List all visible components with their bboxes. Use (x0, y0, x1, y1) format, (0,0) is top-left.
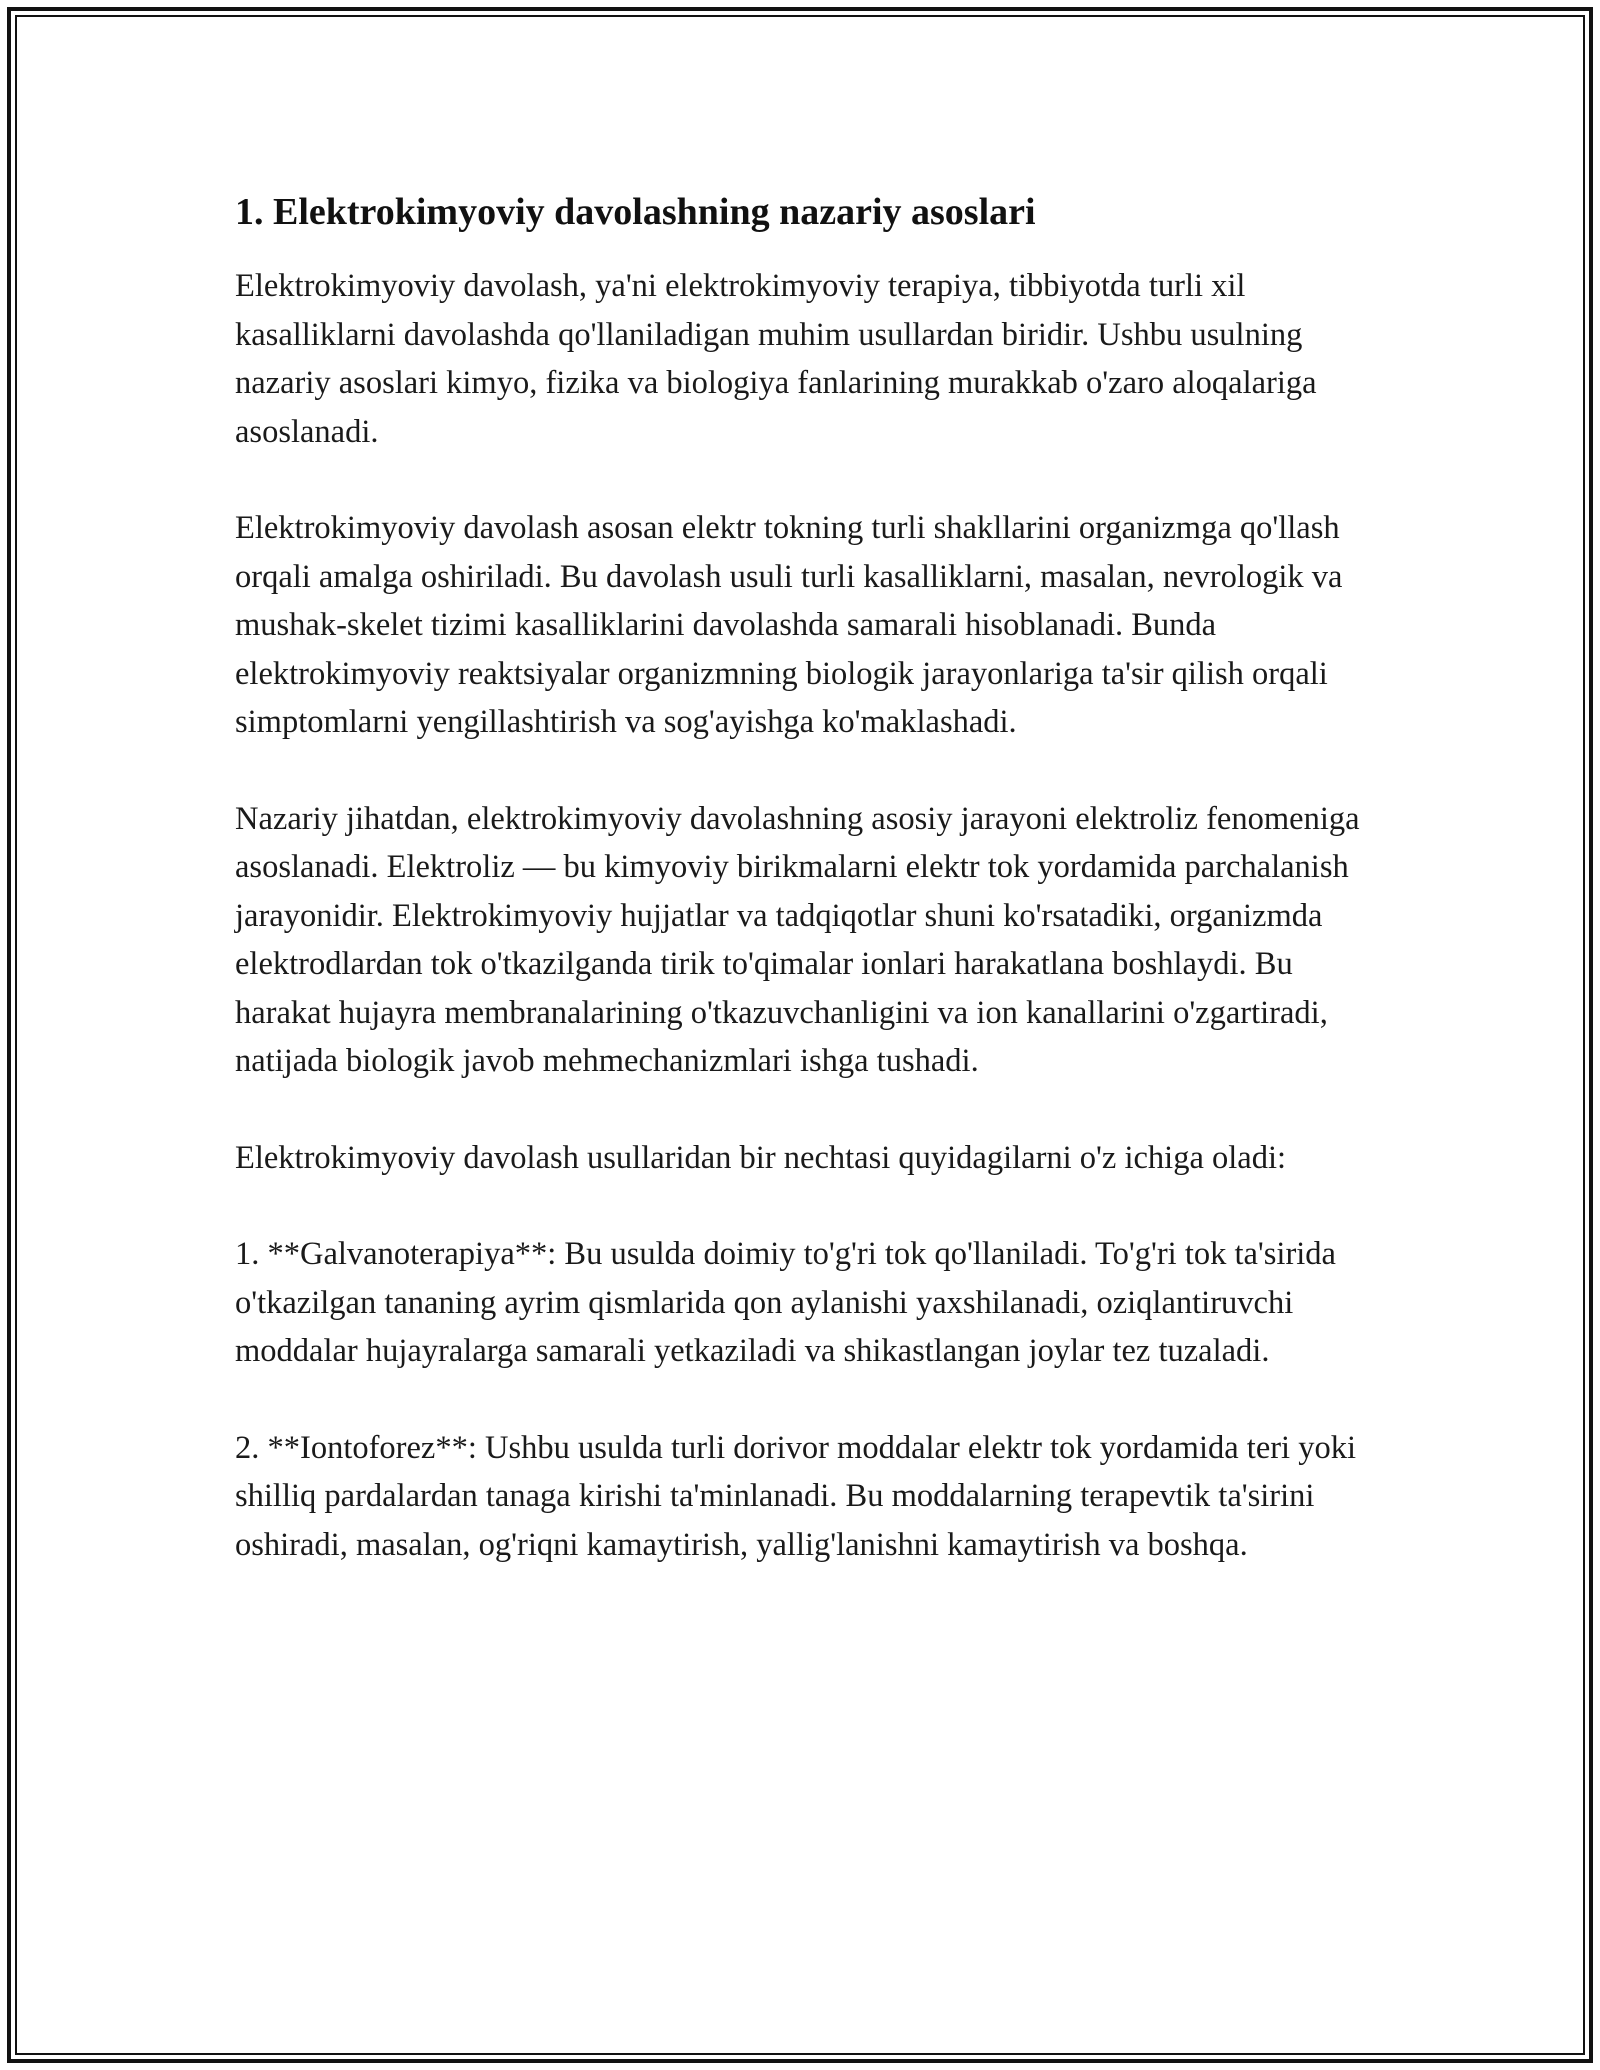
paragraph-application: Elektrokimyoviy davolash asosan elektr tokning turli shakllarini organizmga qo'llash orqali amalga oshiriladi. Bu davolash usuli turli kasalliklarni, masalan, nevrologik va mushak-skelet tizimi kasalliklarini davolashda samarali hisoblanadi. Bunda elektrokimyoviy reaktsiyalar organizmning biologik jarayonlariga ta'sir qilish orqali simptomlarni yengillashtirish va sog'ayishga ko'maklashadi. (235, 510, 1343, 740)
paragraph-iontophoresis: 2. **Iontoforez**: Ushbu usulda turli dorivor moddalar elektr tok yordamida teri yoki shilliq pardalardan tanaga kirishi ta'minlanadi. Bu moddalarning terapevtik ta'sirini oshiradi, masalan, og'riqni kamaytirish, yallig'lanishni kamaytirish va boshqa. (235, 1429, 1356, 1563)
section-heading: 1. Elektrokimyoviy davolashning nazariy asoslari (235, 191, 1036, 233)
paragraph-electrolysis: Nazariy jihatdan, elektrokimyoviy davolashning asosiy jarayoni elektroliz fenomeniga asoslanadi. Elektroliz — bu kimyoviy birikmalarni elektr tok yordamida parchalanish jarayonidir. Elektrokimyoviy hujjatlar va tadqiqotlar shuni ko'rsatadiki, organizmda elektrodlardan tok o'tkazilganda tirik to'qimalar ionlari harakatlana boshlaydi. Bu harakat hujayra membranalarining o'tkazuvchanligini va ion kanallarini o'zgartiradi, natijada biologik javob mehmechanizmlari ishga tushadi. (235, 800, 1360, 1079)
document-body (235, 186, 1375, 1617)
paragraph-methods-intro: Elektrokimyoviy davolash usullaridan bir nechtasi quyidagilarni o'z ichiga oladi: (235, 1139, 1287, 1176)
paragraph-galvanotherapy: 1. **Galvanoterapiya**: Bu usulda doimiy to'g'ri tok qo'llaniladi. To'g'ri tok ta'sirida o'tkazilgan tananing ayrim qismlarida qon aylanishi yaxshilanadi, oziqlantiruvchi moddalar hujayralarga samarali yetkaziladi va shikastlangan joylar tez tuzaladi. (235, 1236, 1336, 1369)
paragraph-intro: Elektrokimyoviy davolash, ya'ni elektrokimyoviy terapiya, tibbiyotda turli xil kasalliklarni davolashda qo'llaniladigan muhim usullardan biridir. Ushbu usulning nazariy asoslari kimyo, fizika va biologiya fanlarining murakkab o'zaro aloqalariga asoslanadi. (235, 268, 1317, 450)
